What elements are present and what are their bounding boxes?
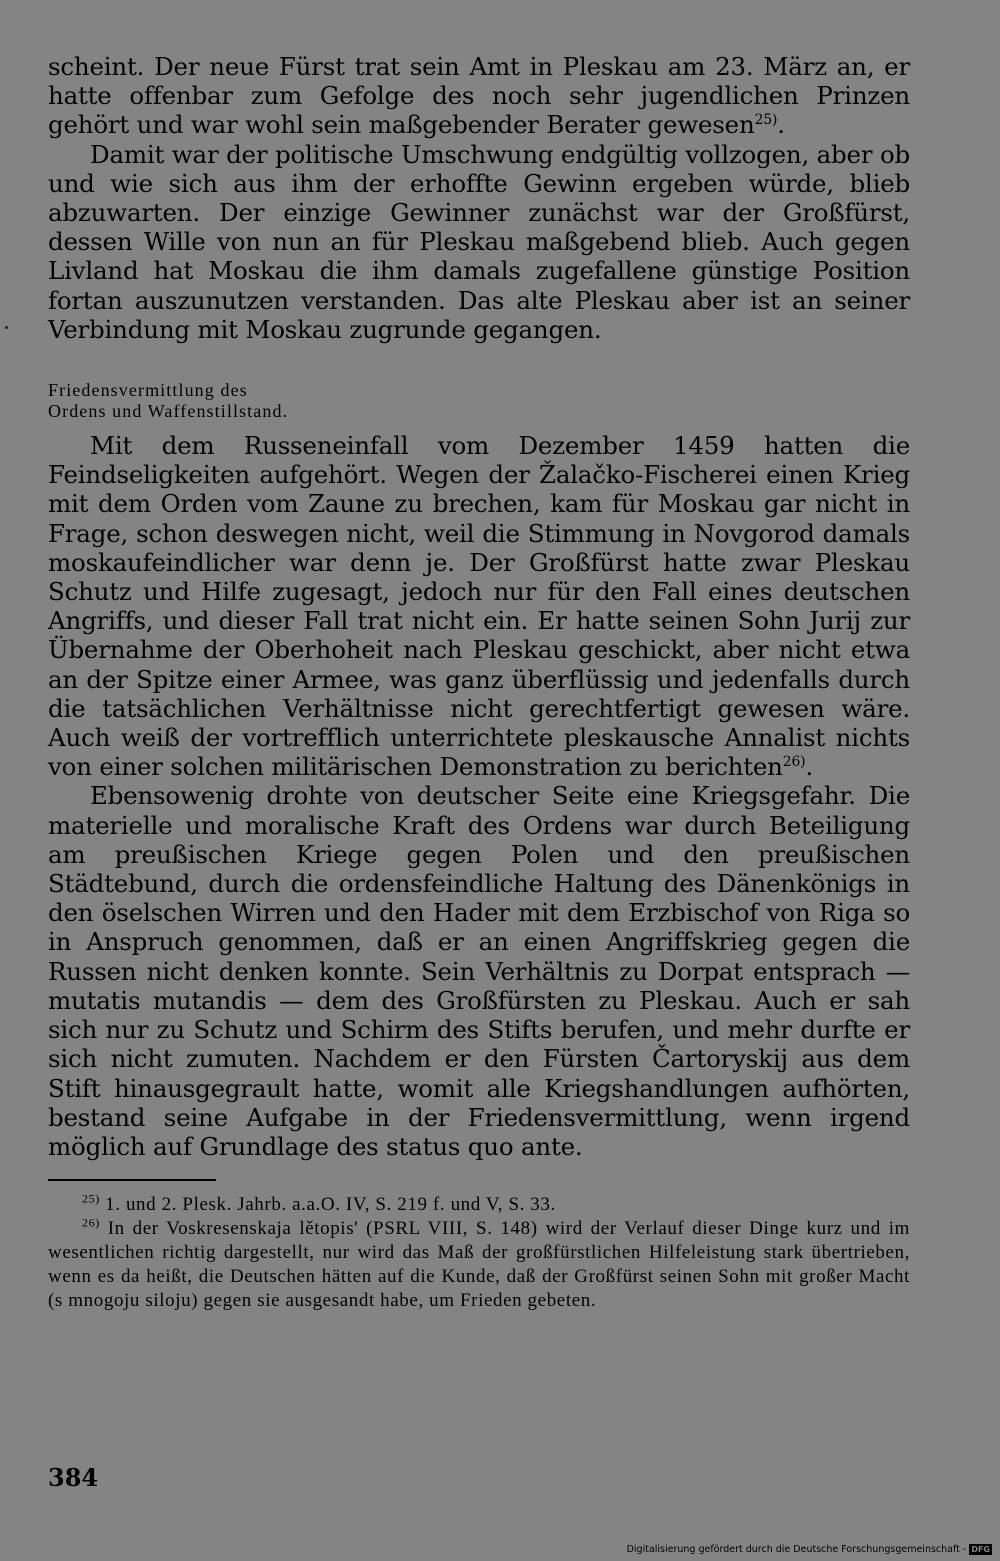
footnote-number: 26): [82, 1215, 100, 1230]
margin-mark: [5, 326, 8, 329]
page-content: [48, 52, 910, 1313]
footnote-26: $^{26)}$ In der Voskresenskaja lětopis' (PSRL VIII, S. 148) wird der Verlauf dieser Dinge kurz und im wesentlichen richtig dargestellt, nur wird das Maß der großfürstlichen Hilfeleistung stark übertrieben, wenn es da heißt, die Deutschen hätten auf die Kunde, daß der Großfürst seinen Sohn mit großer Macht (s mnogoju siloju) gegen sie ausgesandt habe, um Frieden gebeten.: [48, 1215, 910, 1312]
footnote-ref-26: 26): [782, 754, 806, 771]
paragraph-2: Damit war der politische Umschwung endgültig vollzogen, aber ob und wie sich aus ihm der erhoffte Gewinn ergeben würde, blieb abzuwarten. Der einzige Gewinner zunächst war der Großfürst, dessen Wille von nun an für Pleskau maßgebend blieb. Auch gegen Livland hat Moskau die ihm damals zugefallene günstige Position fortan auszunutzen verstanden. Das alte Pleskau aber ist an seiner Verbindung mit Moskau zugrunde gegangen.: [48, 139, 910, 344]
paragraph-1: scheint. Der neue Fürst trat sein Amt in Pleskau am 23. März an, er hatte offenbar zum Gefolge des noch sehr jugendlichen Prinzen gehört und war wohl sein maßgebender Berater gewesen$^{25)}$.: [48, 52, 910, 140]
footnote-separator: [48, 1179, 216, 1181]
digitization-credit: [627, 1544, 992, 1555]
section-heading-line-1: Friedensvermittlung des: [48, 380, 248, 401]
credit-text: Digitalisierung gefördert durch die Deutsche Forschungsgemeinschaft -: [626, 1544, 967, 1555]
footnotes: [48, 1193, 910, 1313]
section-heading: [48, 380, 910, 422]
paragraph-3: Mit dem Russeneinfall vom Dezember 1459 hatten die Feindseligkeiten aufgehört. Wegen der Žalačko-Fischerei einen Krieg mit dem Orden vom Zaune zu brechen, kam für Moskau gar nicht in Frage, schon deswegen nicht, weil die Stimmung in Novgorod damals moskaufeindlicher war denn je. Der Großfürst hatte zwar Pleskau Schutz und Hilfe zugesagt, jedoch nur für den Fall eines deutschen Angriffs, und dieser Fall trat nicht ein. Er hatte seinen Sohn Jurij zur Übernahme der Oberhoheit nach Pleskau geschickt, aber nicht etwa an der Spitze einer Armee, was ganz überflüssig und jedenfalls durch die tatsächlichen Verhältnisse nicht gerechtfertigt gewesen wäre. Auch weiß der vortrefflich unterrichtete pleskausche Annalist nichts von einer solchen militärischen Demonstration zu berichten$^{26)}$.: [48, 431, 910, 782]
footnote-25: $^{25)}$ 1. und 2. Plesk. Jahrb. a.a.O. IV, S. 219 f. und V, S. 33.: [82, 1191, 556, 1216]
footnote-number: 25): [82, 1191, 100, 1206]
paragraph-4: Ebensowenig drohte von deutscher Seite eine Kriegsgefahr. Die materielle und moralische Kraft des Ordens war durch Beteiligung am preußischen Kriege gegen Polen und den preußischen Städtebund, durch die ordensfeindliche Haltung des Dänenkönigs in den öselschen Wirren und den Hader mit dem Erzbischof von Riga so in Anspruch genommen, daß er an einen Angriffskrieg gegen die Russen nicht denken konnte. Sein Verhältnis zu Dorpat entsprach — mutatis mutandis — dem des Großfürsten zu Pleskau. Auch er sah sich nur zu Schutz und Schirm des Stifts berufen, und mehr durfte er sich nicht zumuten. Nachdem er den Fürsten Čartoryskij aus dem Stift hinausgegrault hatte, womit alle Kriegshandlungen aufhörten, bestand seine Aufgabe in der Friedensvermittlung, wenn irgend möglich auf Grundlage des status quo ante.: [48, 781, 910, 1161]
page-number: 384: [48, 1463, 99, 1492]
section-heading-line-2: Ordens und Waffenstillstand.: [48, 401, 289, 422]
footnote-ref-25: 25): [754, 112, 778, 129]
dfg-logo: DFG: [971, 1545, 990, 1554]
